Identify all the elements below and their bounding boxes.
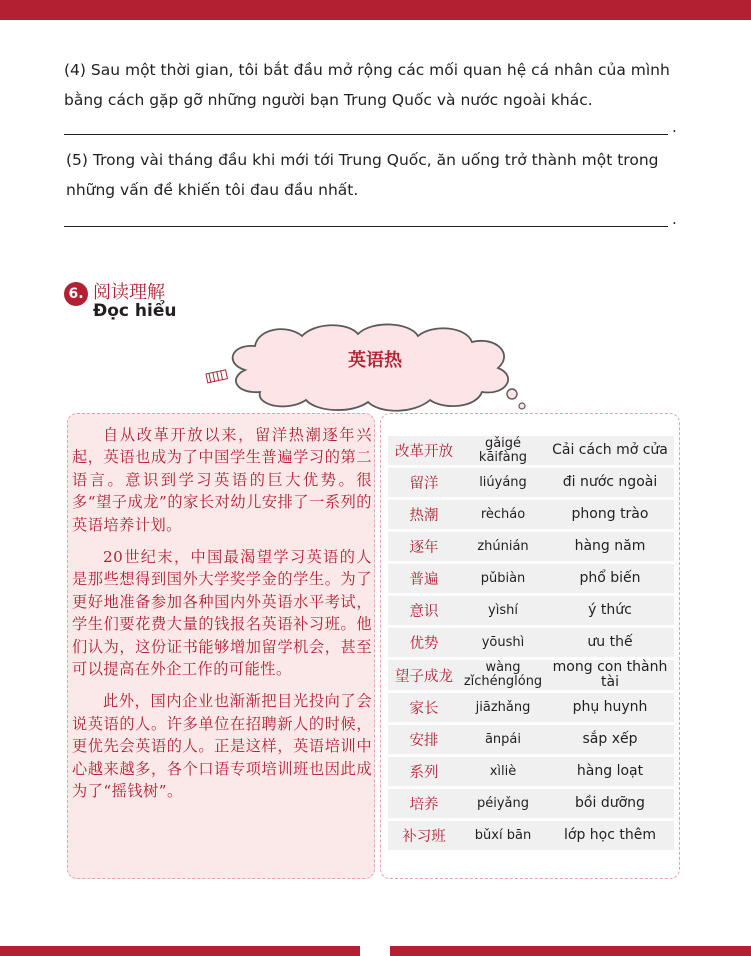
vocab-row [388, 725, 674, 754]
vocab-meaning: bồi dưỡng [546, 789, 674, 818]
vocab-cn: 家长 [388, 693, 460, 722]
vocab-row [388, 500, 674, 529]
vocab-meaning: phổ biến [546, 564, 674, 593]
vocab-row [388, 468, 674, 497]
vocab-cn: 意识 [388, 596, 460, 625]
vocab-pinyin: ānpái [460, 725, 546, 754]
top-bar-right [390, 0, 751, 20]
vocab-row [388, 596, 674, 625]
vocab-cn: 留洋 [388, 468, 460, 497]
vocab-pinyin: gǎigé kāifàng [460, 436, 546, 465]
vocab-pinyin: bǔxí bān [460, 821, 546, 850]
vocab-meaning: phong trào [546, 500, 674, 529]
vocab-pinyin: jiāzhǎng [460, 693, 546, 722]
vocab-meaning: Cải cách mở cửa [546, 436, 674, 465]
vocab-meaning: hàng loạt [546, 757, 674, 786]
vocab-row [388, 532, 674, 561]
vocab-cn: 优势 [388, 628, 460, 657]
vocab-cn: 逐年 [388, 532, 460, 561]
reading-passage [72, 424, 372, 813]
top-bar-left [0, 0, 390, 20]
reading-paragraph-2: 20世纪末，中国最渴望学习英语的人是那些想得到国外大学奖学金的学生。为了更好地准备参加各种国内外英语水平考试，学生们要花费大量的钱报名英语补习班。他们认为，这份证书能够增加留学机会，甚至可以提高在外企工作的可能性。 [72, 548, 372, 679]
section-title-cn: 阅读理解 [93, 282, 165, 303]
vocab-pinyin: pǔbiàn [460, 564, 546, 593]
exercise-sentence-4: (4) Sau một thời gian, tôi bắt đầu mở rộng các mối quan hệ cá nhân của mình bằng cách gặp gỡ những người bạn Trung Quốc và nước ngoài khác. [64, 61, 670, 109]
vocab-meaning: ý thức [546, 596, 674, 625]
vocab-cn: 普遍 [388, 564, 460, 593]
bottom-bar-left [0, 946, 360, 956]
answer-line-5-end: . [672, 210, 677, 228]
vocab-row [388, 660, 674, 690]
vocab-meaning: đi nước ngoài [546, 468, 674, 497]
reading-paragraph-1: 自从改革开放以来，留洋热潮逐年兴起，英语也成为了中国学生普遍学习的第二语言。意识到学习英语的巨大优势。很多“望子成龙”的家长对幼儿安排了一系列的英语培养计划。 [72, 426, 372, 534]
answer-line-5[interactable] [64, 226, 668, 227]
vocab-pinyin: liúyáng [460, 468, 546, 497]
vocab-pinyin: péiyǎng [460, 789, 546, 818]
reading-title: 英语热 [348, 350, 402, 371]
vocab-meaning: ưu thế [546, 628, 674, 657]
vocab-pinyin: wàng zǐchénglóng [460, 660, 546, 690]
vocab-pinyin: xìliè [460, 757, 546, 786]
vocab-cn: 热潮 [388, 500, 460, 529]
vocab-cn: 培养 [388, 789, 460, 818]
vocab-cn: 改革开放 [388, 436, 460, 465]
vocab-meaning: phụ huynh [546, 693, 674, 722]
vocab-pinyin: yìshí [460, 596, 546, 625]
vocabulary-table [388, 433, 674, 853]
answer-line-4[interactable] [64, 134, 668, 135]
vocab-meaning: hàng năm [546, 532, 674, 561]
answer-line-4-end: . [672, 118, 677, 136]
exercise-sentence-5: (5) Trong vài tháng đầu khi mới tới Trung Quốc, ăn uống trở thành một trong những vấn đề khiến tôi đau đầu nhất. [66, 151, 659, 199]
vocab-cn: 系列 [388, 757, 460, 786]
vocab-row [388, 821, 674, 850]
vocab-row [388, 693, 674, 722]
reading-paragraph-3: 此外，国内企业也渐渐把目光投向了会说英语的人。许多单位在招聘新人的时候，更优先会英语的人。正是这样，英语培训中心越来越多，各个口语专项培训班也因此成为了“摇钱树”。 [72, 692, 372, 801]
vocab-row [388, 436, 674, 465]
vocab-row [388, 628, 674, 657]
vocab-meaning: sắp xếp [546, 725, 674, 754]
vocab-meaning: lớp học thêm [546, 821, 674, 850]
section-title-vn: Đọc hiểu [93, 301, 177, 321]
vocab-meaning: mong con thành tài [546, 660, 674, 690]
vocab-row [388, 564, 674, 593]
vocab-row [388, 757, 674, 786]
vocab-row [388, 789, 674, 818]
vocab-cn: 望子成龙 [388, 660, 460, 690]
bottom-bar-right [390, 946, 751, 956]
section-number-badge: 6. [64, 282, 88, 306]
vocab-pinyin: yōushì [460, 628, 546, 657]
vocab-pinyin: zhúnián [460, 532, 546, 561]
vocab-pinyin: rècháo [460, 500, 546, 529]
vocab-cn: 安排 [388, 725, 460, 754]
vocab-cn: 补习班 [388, 821, 460, 850]
